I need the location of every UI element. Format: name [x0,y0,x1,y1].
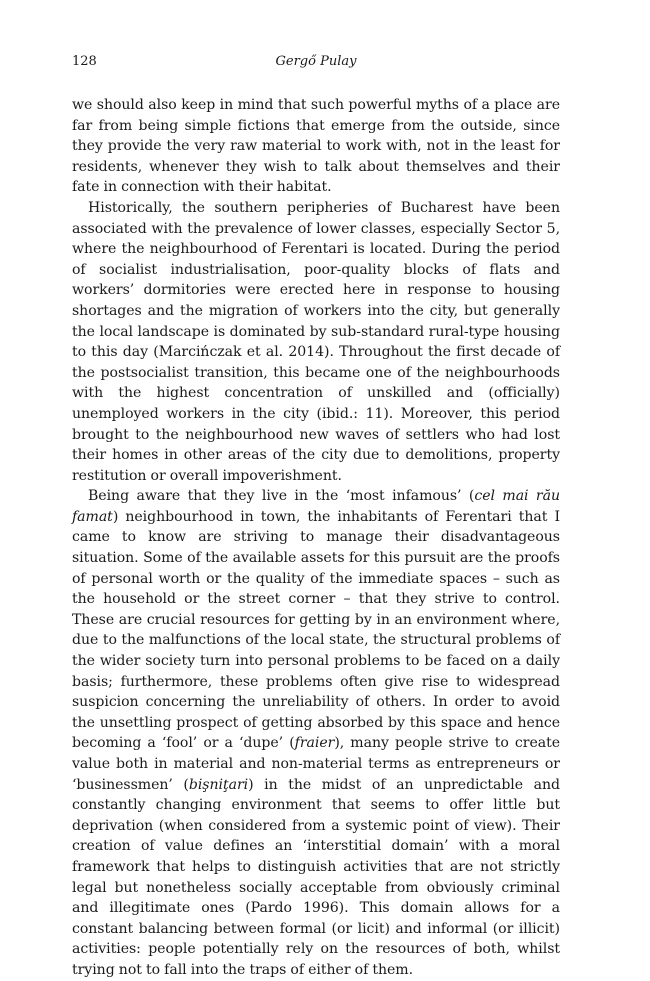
paragraph-ferentari-inhabitants [72,486,560,980]
paragraph-continued: we should also keep in mind that such powerful myths of a place are far from being simple fictions that emerge from the outside, since they provide the very raw material to work with, not in the least for residents, whenever they wish to talk about themselves and their fate in connection with their habitat. [72,97,560,196]
running-head-author: Gergő Pulay [275,54,357,69]
text-segment: ) neighbourhood in town, the inhabitants of Ferentari that I came to know are striving to manage their disadvantageous situation. Some of the available assets for this pursuit are the proofs of personal worth or the quality of the immediate spaces – such as the household or the street corner – that they strive to control. These are crucial resources for getting by in an environment where, due to the malfunctions of the local state, the structural problems of the wider society turn into personal problems to be faced on a daily basis; furthermore, these problems often give rise to widespread suspicion concerning the unreliability of others. In order to avoid the unsettling prospect of getting absorbed by this space and hence becoming a ‘fool’ or a ‘dupe’ ( [72,508,560,752]
text-segment: ) in the midst of an unpredictable and constantly changing environment that seems to offer little but deprivation (when considered from a systemic point of view). Their creation of value defines an ‘interstitial domain’ with a moral framework that helps to distinguish activities that are not strictly legal but nonetheless socially acceptable from obviously criminal and illegitimate ones (Pardo 1996). This domain allows for a constant balancing between formal (or licit) and informal (or illicit) activities: people potentially rely on the resources of both, whilst trying not to fall into the traps of either of them. [72,776,560,978]
italic-term-romanian: bişniţari [188,776,249,793]
paragraph-historical-context: Historically, the southern peripheries of Bucharest have been associated with the prevalence of lower classes, especially Sector 5, where the neighbourhood of Ferentari is located. During the period of socialist industrialisation, poor-quality blocks of flats and workers’ dormitories were erected here in response to housing shortages and the migration of workers into the city, but generally the local landscape is dominated by sub-standard rural-type housing to this day (Marcińczak et al. 2014). Throughout the first decade of the postsocialist transition, this became one of the neighbourhoods with the highest concentration of unskilled and (officially) unemployed workers in the city (ibid.: 11). Moreover, this period brought to the neighbourhood new waves of settlers who had lost their homes in other areas of the city due to demolitions, property restitution or overall impoverishment. [72,199,560,484]
body-text [72,95,560,981]
italic-term-romanian: cel mai rău famat [72,488,560,525]
text-segment: Being aware that they live in the ‘most infamous’ ( [88,488,475,505]
text-segment: ), many people strive to create value both in material and non-material terms as entrepreneurs or ‘businessmen’ ( [72,735,560,793]
page-number: 128 [72,54,97,69]
italic-term-romanian: fraier [294,735,335,752]
page-header [72,54,560,74]
